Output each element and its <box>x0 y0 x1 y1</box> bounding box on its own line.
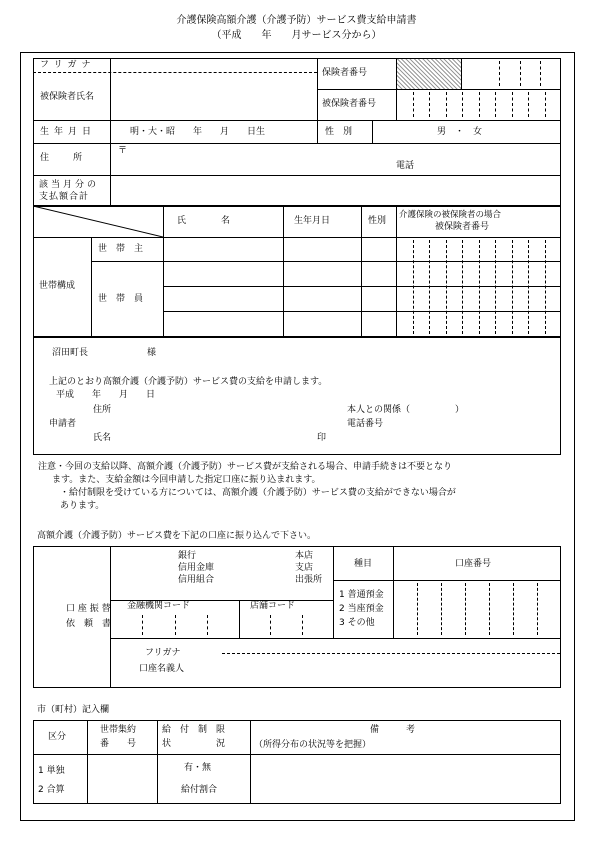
restrict-yes-no[interactable]: 有・無 <box>184 763 212 773</box>
inst-type-kumiai[interactable]: 信用組合 <box>178 575 215 585</box>
digit-divider <box>495 92 496 117</box>
remarks-note: （所得分布の状況等を把握） <box>254 740 372 750</box>
household-member-label: 世 帯 員 <box>98 294 144 304</box>
gender-field[interactable]: 男 ・ 女 <box>437 127 483 137</box>
insured-number-label: 被保険者番号 <box>322 99 377 109</box>
digit-divider <box>512 240 513 334</box>
digit-divider <box>545 240 546 334</box>
branch-code-label: 店舗コード <box>250 601 296 611</box>
branch-type-office[interactable]: 出張所 <box>295 575 323 585</box>
holder-furigana-field[interactable] <box>225 641 555 652</box>
kind-option-2[interactable]: 2 当座預金 <box>339 604 384 614</box>
birthdate-label: 生年月日 <box>40 127 97 137</box>
digit-divider <box>413 240 414 334</box>
kind-option-1[interactable]: 1 普通預金 <box>339 590 384 600</box>
applicant-address-label: 住所 <box>93 405 112 415</box>
digit-divider <box>545 92 546 117</box>
digit-divider <box>512 92 513 117</box>
holder-furigana-label: フリガナ <box>145 648 181 658</box>
account-number-label: 口座番号 <box>455 559 492 569</box>
insurer-number-field[interactable] <box>396 58 561 89</box>
col-gender: 性別 <box>368 216 387 226</box>
note-line-1: 注意・今回の支給以降、高額介護（介護予防）サービス費が支給される場合、申請手続きは不要となり <box>38 462 453 472</box>
application-statement: 上記のとおり高額介護（介護予防）サービス費の支給を申請します。 <box>49 377 328 387</box>
application-date[interactable]: 平成 年 月 日 <box>56 390 156 400</box>
applicant-name-label: 氏名 <box>93 433 112 443</box>
furigana-label: フリガナ <box>40 60 96 70</box>
month-total-field[interactable] <box>115 178 555 204</box>
branch-type-branch[interactable]: 支店 <box>295 563 314 573</box>
digit-divider <box>270 615 271 635</box>
city-heading: 市（町村）記入欄 <box>37 705 110 715</box>
postal-mark: 〒 <box>118 146 128 156</box>
digit-divider <box>465 583 466 635</box>
inst-type-bank[interactable]: 銀行 <box>178 551 197 561</box>
kind-label: 種目 <box>354 559 373 569</box>
month-total-label-1: 該当月分の <box>39 180 100 190</box>
digit-divider <box>207 615 208 635</box>
digit-divider <box>513 583 514 635</box>
digit-divider <box>489 583 490 635</box>
insurer-number-label: 保険者番号 <box>322 68 368 78</box>
addressee-sama: 様 <box>147 348 157 358</box>
insured-number-field[interactable] <box>396 89 561 120</box>
digit-divider <box>537 583 538 635</box>
col-setai-2: 番 号 <box>100 739 137 749</box>
kubun-option-1[interactable]: 1 単独 <box>38 766 65 776</box>
digit-divider <box>499 61 500 86</box>
addressee: 沼田町長 <box>52 348 89 358</box>
note-line-3: ・給付制限を受けている方については、高額介護（介護予防）サービス費の支給ができない場合が <box>60 488 456 498</box>
member-3-name-field[interactable] <box>165 312 281 336</box>
branch-code-field[interactable] <box>239 612 333 638</box>
col-remarks: 備 考 <box>370 725 416 735</box>
digit-divider <box>540 61 541 86</box>
digit-divider <box>528 240 529 334</box>
benefit-ratio-label: 給付割合 <box>181 785 218 795</box>
digit-divider <box>446 92 447 117</box>
applicant-phone-label: 電話番号 <box>347 419 384 429</box>
insured-name-label: 被保険者氏名 <box>40 92 95 102</box>
header-diagonal <box>33 206 163 237</box>
col-insured-2: 被保険者番号 <box>435 222 490 232</box>
page-subtitle: （平成 年 月サービス分から） <box>211 30 382 41</box>
digit-divider <box>413 92 414 117</box>
bank-intro: 高額介護（介護予防）サービス費を下記の口座に振り込んで下さい。 <box>37 531 317 541</box>
seal-mark: 印 <box>317 433 327 443</box>
phone-label: 電話 <box>396 161 415 171</box>
address-field[interactable] <box>130 146 550 173</box>
bank-label-2: 依 頼 書 <box>66 619 112 629</box>
col-restrict-2: 状 況 <box>162 739 226 749</box>
gender-label: 性 別 <box>325 127 353 137</box>
institution-code-label: 金融機関コード <box>127 601 191 611</box>
digit-divider <box>441 583 442 635</box>
household-head-label: 世 帯 主 <box>98 244 144 254</box>
col-insured-1: 介護保険の被保険者の場合 <box>399 210 502 220</box>
applicant-label: 申請者 <box>49 419 77 429</box>
address-label: 住 所 <box>40 153 85 163</box>
birthdate-field[interactable]: 明・大・昭 年 月 日生 <box>130 127 266 137</box>
member-2-name-field[interactable] <box>165 287 281 310</box>
digit-divider <box>302 615 303 635</box>
holder-name-field[interactable] <box>225 657 555 685</box>
household-insured-numbers[interactable] <box>396 237 561 337</box>
head-name-field[interactable] <box>165 238 281 260</box>
furigana-field[interactable] <box>115 62 310 72</box>
digit-divider <box>479 92 480 117</box>
account-number-field[interactable] <box>393 580 561 638</box>
digit-divider <box>495 240 496 334</box>
branch-type-main[interactable]: 本店 <box>295 551 314 561</box>
digit-divider <box>479 240 480 334</box>
digit-divider <box>429 92 430 117</box>
month-total-label-2: 支払額合計 <box>39 192 90 202</box>
col-restrict-1: 給 付 制 限 <box>162 725 226 735</box>
digit-divider <box>520 61 521 86</box>
digit-divider <box>429 240 430 334</box>
kind-option-3[interactable]: 3 その他 <box>339 618 375 628</box>
digit-divider <box>462 240 463 334</box>
member-1-name-field[interactable] <box>165 262 281 285</box>
digit-divider <box>462 92 463 117</box>
holder-name-label: 口座名義人 <box>139 664 185 674</box>
digit-divider <box>175 615 176 635</box>
insured-name-field[interactable] <box>115 80 310 116</box>
col-name: 氏 名 <box>177 216 233 226</box>
col-kubun: 区分 <box>48 732 67 742</box>
relation-label: 本人との関係（ ） <box>347 405 465 415</box>
household-group-label: 世帯構成 <box>39 281 76 291</box>
note-line-4: あります。 <box>60 501 105 511</box>
kubun-option-2[interactable]: 2 合算 <box>38 785 65 795</box>
page-title: 介護保険高額介護（介護予防）サービス費支給申請書 <box>176 15 417 26</box>
inst-type-shinkin[interactable]: 信用金庫 <box>178 563 215 573</box>
digit-divider <box>446 240 447 334</box>
note-line-2: ます。また、支給金額は今回申請した指定口座に振り込まれます。 <box>52 475 321 485</box>
digit-divider <box>417 583 418 635</box>
institution-code-field[interactable] <box>110 612 239 638</box>
bank-label-1: 口 座 振 替 <box>66 604 111 614</box>
col-birth: 生年月日 <box>294 216 331 226</box>
digit-divider <box>142 615 143 635</box>
digit-divider <box>528 92 529 117</box>
col-setai-1: 世帯集約 <box>100 725 137 735</box>
